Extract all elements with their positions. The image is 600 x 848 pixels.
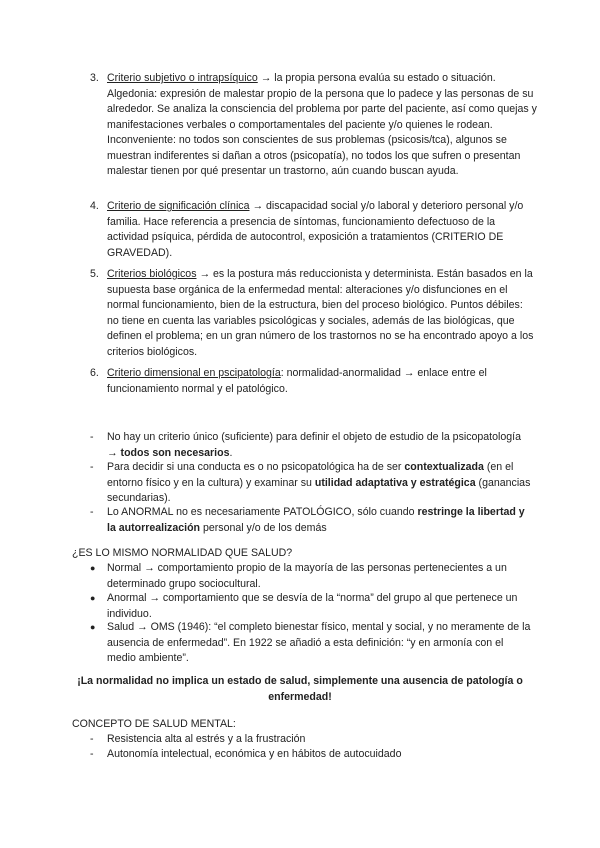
dash-marker: - xyxy=(90,461,94,473)
highlight-statement: ¡La normalidad no implica un estado de salud, simplemente una ausencia de patología o enfermedad! xyxy=(77,675,523,703)
dash-text xyxy=(107,430,533,461)
concept-text: Autonomía intelectual, económica y en hábitos de autocuidado xyxy=(107,748,402,760)
criterion-description: : normalidad-anormalidad → enlace entre el funcionamiento normal y el patológico. xyxy=(107,367,487,395)
bold-run: contextualizada xyxy=(404,461,484,473)
text-run: personal y/o de los demás xyxy=(200,521,327,534)
dash-marker: - xyxy=(90,431,94,443)
text-run: (en el entorno físico y en la cultura) y examinar su xyxy=(107,461,514,489)
item-text xyxy=(107,199,537,261)
bold-run: restringe la libertad y la autorrealización xyxy=(107,506,525,534)
concept-text: Resistencia alta al estrés y a la frustración xyxy=(107,733,306,745)
dash-text xyxy=(107,505,533,536)
section-heading-mental-health: CONCEPTO DE SALUD MENTAL: xyxy=(72,718,236,730)
bullet-marker: ● xyxy=(90,563,96,573)
text-run: Para decidir si una conducta es o no psicopatológica ha de ser xyxy=(107,461,405,473)
item-text xyxy=(107,267,537,360)
text-run: No hay un criterio único (suficiente) para definir el objeto de estudio de la psicopatología → xyxy=(107,431,521,459)
item-number: 3. xyxy=(90,72,99,84)
bullet-marker: ● xyxy=(90,622,96,632)
bullet-marker: ● xyxy=(90,593,96,603)
bullet-text: Normal → comportamiento propio de la mayoría de las personas pertenecientes a un determinado grupo sociocultural. xyxy=(107,562,507,590)
item-number: 6. xyxy=(90,367,99,379)
criterion-title: Criterio dimensional en pscipatología xyxy=(107,367,281,379)
criterion-title: Criterio subjetivo o intrapsíquico xyxy=(107,72,258,84)
item-text xyxy=(107,366,537,397)
item-number: 5. xyxy=(90,268,99,280)
text-run: . xyxy=(229,446,233,459)
criterion-title: Criterio de significación clínica xyxy=(107,200,250,212)
criterion-description: → es la postura más reduccionista y determinista. Están basados en la supuesta base orgánica de la enfermedad mental: alteraciones y/o disfunciones en el normal funcionamiento, bien de la estructura, bien del proceso biológico. Puntos débiles: no tiene en cuenta las variables psicológicas y sociales, además de las biológicas, que definen el problema; en un gran número de los trastornos no se ha encontrado apoyo a los criterios biológicos. xyxy=(107,268,534,358)
item-number: 4. xyxy=(90,200,99,212)
item-text xyxy=(107,71,537,180)
text-run: (ganancias secundarias). xyxy=(107,476,531,504)
dash-marker: - xyxy=(90,748,94,760)
bullet-text: Anormal → comportamiento que se desvía de la “norma” del grupo al que pertenece un individuo. xyxy=(107,592,518,620)
dash-text xyxy=(107,460,533,507)
criterion-description: → discapacidad social y/o laboral y deterioro personal y/o familia. Hace referencia a presencia de síntomas, funcionamiento defectuoso de la actividad psíquica, pérdida de autocontrol, exposición a tratamientos (CRITERIO DE GRAVEDAD). xyxy=(107,200,524,259)
bullet-text: Salud → OMS (1946): “el completo bienestar físico, mental y social, y no meramente de la ausencia de enfermedad”. En 1922 se añadió a esta definición: “y en armonía con el medio ambiente”. xyxy=(107,621,531,664)
criterion-title: Criterios biológicos xyxy=(107,268,197,280)
text-run: Lo ANORMAL no es necesariamente PATOLÓGICO, sólo cuando xyxy=(107,506,418,518)
dash-marker: - xyxy=(90,506,94,518)
section-heading-normality: ¿ES LO MISMO NORMALIDAD QUE SALUD? xyxy=(72,547,293,559)
criterion-description: → la propia persona evalúa su estado o situación. Algedonia: expresión de malestar propio de la persona que lo padece y las personas de su alrededor. Se analiza la consciencia del problema por parte del paciente, así como quejas y manifestaciones verbales o comportamentales del paciente y/o quienes le rodean. Inconveniente: no todos son conscientes de sus problemas (psicosis/tca), algunos se muestran indiferentes si dañan a otros (psicopatía), no todos los que sufren o presentan malestar tienen por qué presentar un trastorno, aún cuando buscan ayuda. xyxy=(107,72,537,177)
bold-run: todos son necesarios xyxy=(120,446,230,459)
dash-marker: - xyxy=(90,733,94,745)
bold-run: utilidad adaptativa y estratégica xyxy=(314,476,476,489)
